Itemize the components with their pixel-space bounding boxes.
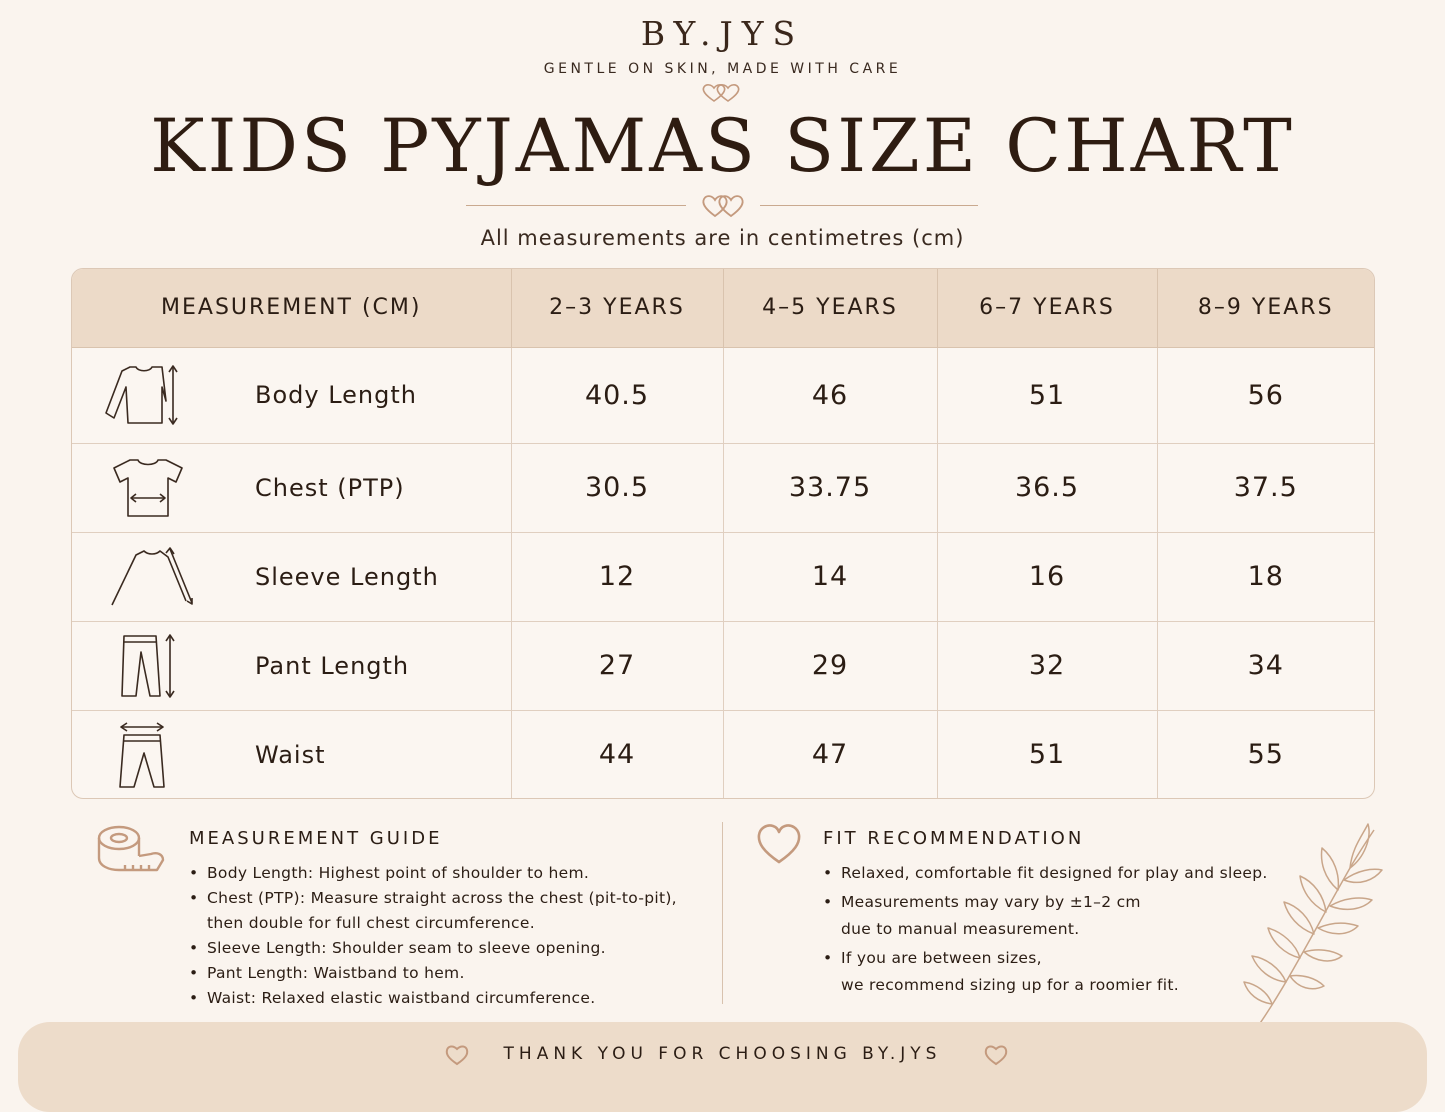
size-value-cell: 36.5 (937, 443, 1157, 532)
divider-left (466, 205, 686, 206)
table-row (72, 621, 1374, 710)
measurement-label: Chest (PTP) (255, 473, 405, 502)
size-value-cell: 18 (1157, 532, 1374, 621)
fit-recommendation-title: FIT RECOMMENDATION (823, 828, 1085, 849)
sleeve-length-icon (100, 543, 196, 611)
column-header-8-9-years: 8–9 YEARS (1157, 269, 1374, 347)
size-value-cell: 55 (1247, 739, 1284, 771)
list-item: • Chest (PTP): Measure straight across the chest (pit-to-pit), then double for full chest circumference. (189, 886, 709, 936)
section-divider (722, 822, 723, 1004)
size-value-cell: 46 (723, 347, 937, 443)
size-value-cell: 40.5 (511, 347, 723, 443)
size-value-cell: 14 (723, 532, 937, 621)
size-value-cell: 51 (937, 710, 1157, 799)
long-sleeve-shirt-length-icon (100, 361, 196, 429)
measurement-cell (72, 710, 511, 799)
list-item: • Measurements may vary by ±1–2 cm due to manual measurement. (823, 889, 1273, 943)
measurement-cell (72, 347, 511, 443)
measurement-label: Pant Length (255, 651, 410, 680)
size-value-cell: 12 (511, 532, 723, 621)
measurement-cell (72, 621, 511, 710)
measurement-label: Waist (255, 740, 326, 769)
pants-length-icon (100, 632, 196, 700)
measuring-tape-icon (95, 822, 167, 880)
list-item: • Body Length: Highest point of shoulder to hem. (189, 861, 709, 886)
units-subtitle: All measurements are in centimetres (cm) (480, 226, 965, 250)
measurement-label: Sleeve Length (255, 562, 439, 591)
size-value-cell: 47 (723, 710, 937, 799)
table-row (72, 443, 1374, 532)
heart-outline-icon (755, 822, 803, 866)
size-value-cell: 33.75 (723, 443, 937, 532)
size-value-cell: 37.5 (1157, 443, 1374, 532)
fit-recommendation-list (823, 860, 1273, 1001)
size-value-cell: 44 (511, 710, 723, 799)
table-row (72, 710, 1374, 799)
size-value-cell: 51 (937, 347, 1157, 443)
size-chart-table (71, 268, 1375, 799)
table-row (72, 347, 1374, 443)
list-item: • If you are between sizes, we recommend sizing up for a roomier fit. (823, 945, 1273, 999)
measurement-guide-list (189, 861, 709, 1011)
size-value-cell: 32 (937, 621, 1157, 710)
brand-logo: BY.JYS (640, 14, 805, 53)
list-item: • Waist: Relaxed elastic waistband circumference. (189, 986, 709, 1011)
list-item: • Sleeve Length: Shoulder seam to sleeve opening. (189, 936, 709, 961)
divider-right (760, 205, 978, 206)
heart-icon (983, 1043, 1009, 1067)
table-header-row (72, 269, 1374, 347)
list-item: • Pant Length: Waistband to hem. (189, 961, 709, 986)
table-row (72, 532, 1374, 621)
size-value-cell: 30.5 (511, 443, 723, 532)
footer-banner (18, 1022, 1427, 1112)
pants-waist-icon (100, 721, 196, 789)
measurement-cell (72, 532, 511, 621)
size-value-cell: 34 (1157, 621, 1374, 710)
footer-thank-you: THANK YOU FOR CHOOSING BY.JYS (503, 1044, 942, 1064)
size-value-cell: 27 (511, 621, 723, 710)
column-header-measurement: MEASUREMENT (CM) (72, 269, 511, 347)
measurement-label: Body Length (255, 381, 417, 409)
brand-tagline: GENTLE ON SKIN, MADE WITH CARE (543, 61, 902, 77)
measurement-cell (72, 443, 511, 532)
column-header-6-7-years: 6–7 YEARS (937, 269, 1157, 347)
double-heart-icon (700, 82, 742, 104)
double-heart-divider-icon (700, 193, 746, 219)
size-value-cell: 29 (723, 621, 937, 710)
leaf-branch-decoration (1240, 818, 1390, 1043)
column-header-4-5-years: 4–5 YEARS (723, 269, 937, 347)
column-header-2-3-years: 2–3 YEARS (511, 269, 723, 347)
page-title: KIDS PYJAMAS SIZE CHART (150, 104, 1295, 189)
list-item: • Relaxed, comfortable fit designed for play and sleep. (823, 860, 1273, 887)
size-value-cell: 56 (1157, 347, 1374, 443)
tshirt-chest-icon (100, 454, 196, 522)
size-value-cell: 16 (937, 532, 1157, 621)
measurement-guide-title: MEASUREMENT GUIDE (189, 828, 443, 849)
